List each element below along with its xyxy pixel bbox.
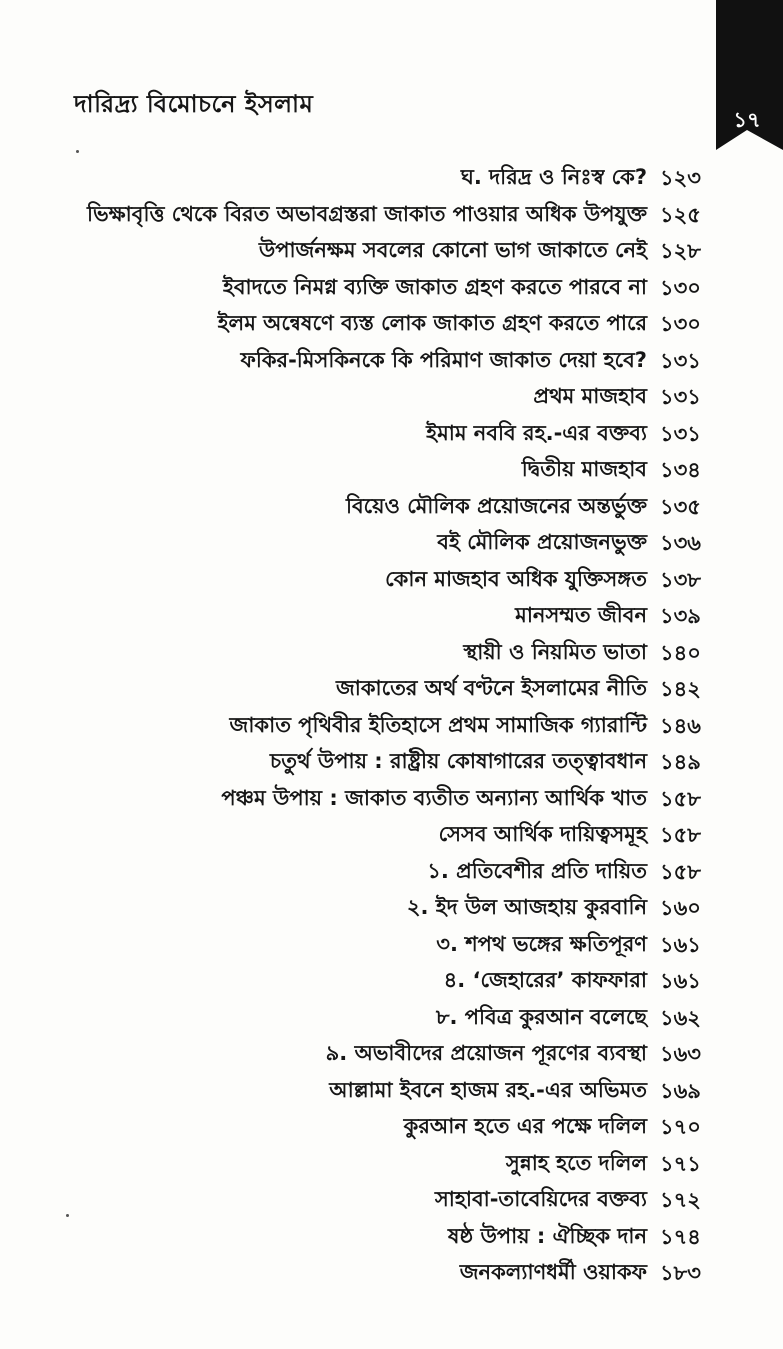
toc-entry-title: সেসব আর্থিক দায়িত্বসমূহ bbox=[438, 822, 647, 846]
toc-entry bbox=[0, 1107, 783, 1144]
toc-entry-page: ১৩৬ bbox=[660, 531, 701, 555]
toc-entry-title: বই মৌলিক প্রয়োজনভুক্ত bbox=[437, 530, 647, 554]
toc-entry-page: ১৬১ bbox=[660, 932, 701, 957]
toc-entry-page: ১৬১ bbox=[660, 969, 701, 993]
toc-entry bbox=[0, 195, 783, 232]
toc-entry-title: কুরআন হতে এর পক্ষে দলিল bbox=[403, 1114, 647, 1138]
toc-entry bbox=[0, 998, 783, 1035]
toc-entry-title: ইমাম নববি রহ.-এর বক্তব্য bbox=[426, 420, 647, 445]
toc-entry-title: স্থায়ী ও নিয়মিত ভাতা bbox=[463, 639, 647, 664]
toc-entry-title: চতুর্থ উপায় : রাষ্ট্রীয় কোষাগারের তত্ত্বাবধান bbox=[269, 749, 647, 773]
toc-entry-title: পঞ্চম উপায় : জাকাত ব্যতীত অন্যান্য আর্থিক খাত bbox=[221, 785, 647, 810]
toc-entry-page: ১৫৮ bbox=[660, 786, 701, 811]
toc-entry-page: ১৪৯ bbox=[660, 750, 701, 774]
toc-entry-title: ইবাদতে নিমগ্ন ব্যক্তি জাকাত গ্রহণ করতে পারবে না bbox=[222, 274, 647, 299]
toc-entry-title: ফকির-মিসকিনকে কি পরিমাণ জাকাত দেয়া হবে? bbox=[240, 347, 647, 372]
toc-entry bbox=[0, 779, 783, 816]
toc-entry bbox=[0, 450, 783, 487]
toc-entry bbox=[0, 925, 783, 962]
toc-entry bbox=[0, 596, 783, 633]
toc-entry-title: জাকাতের অর্থ বণ্টনে ইসলামের নীতি bbox=[335, 676, 647, 700]
toc-entry-title: ষষ্ঠ উপায় : ঐচ্ছিক দান bbox=[447, 1223, 647, 1248]
toc-entry bbox=[0, 1253, 783, 1290]
toc-entry bbox=[0, 341, 783, 378]
toc-entry-title: বিয়েও মৌলিক প্রয়োজনের অন্তর্ভুক্ত bbox=[345, 493, 647, 518]
toc-entry bbox=[0, 742, 783, 779]
table-of-contents bbox=[0, 158, 783, 1290]
toc-entry-page: ১২৩ bbox=[660, 166, 701, 190]
toc-entry-page: ১৩০ bbox=[660, 312, 701, 336]
toc-entry bbox=[0, 1144, 783, 1181]
toc-entry bbox=[0, 158, 783, 195]
toc-entry-title: ২. ইদ উল আজহায় কুরবানি bbox=[406, 895, 647, 919]
toc-entry bbox=[0, 888, 783, 925]
toc-entry-title: ৪. ‘জেহারের’ কাফফারা bbox=[443, 968, 647, 992]
paper-speck bbox=[66, 1214, 69, 1217]
toc-entry bbox=[0, 1071, 783, 1108]
page-number: ১৭ bbox=[733, 108, 761, 132]
toc-entry-title: ৮. পবিত্র কুরআন বলেছে bbox=[435, 1004, 647, 1029]
toc-entry-title: মানসম্মত জীবন bbox=[515, 603, 647, 627]
toc-entry bbox=[0, 523, 783, 560]
toc-entry-title: সাহাবা-তাবেয়িদের বক্তব্য bbox=[434, 1187, 647, 1211]
toc-entry bbox=[0, 633, 783, 670]
toc-entry-page: ১৩১ bbox=[660, 385, 701, 409]
toc-entry-page: ১৭০ bbox=[660, 1115, 701, 1139]
toc-entry bbox=[0, 487, 783, 524]
toc-entry-page: ১৭১ bbox=[660, 1151, 701, 1176]
toc-entry-page: ১৫৮ bbox=[660, 859, 701, 884]
toc-entry-page: ১৬২ bbox=[660, 1005, 701, 1030]
toc-entry-title: প্রথম মাজহাব bbox=[533, 384, 647, 408]
toc-entry-title: ১. প্রতিবেশীর প্রতি দায়িত bbox=[427, 858, 647, 883]
toc-entry bbox=[0, 1180, 783, 1217]
toc-entry bbox=[0, 852, 783, 889]
toc-entry bbox=[0, 231, 783, 268]
toc-entry bbox=[0, 268, 783, 305]
running-title: দারিদ্র্য বিমোচনে ইসলাম bbox=[74, 90, 314, 118]
toc-entry-title: আল্লামা ইবনে হাজম রহ.-এর অভিমত bbox=[329, 1077, 647, 1102]
toc-entry bbox=[0, 304, 783, 341]
toc-entry-page: ১২৫ bbox=[660, 202, 701, 227]
toc-entry-title: ভিক্ষাবৃত্তি থেকে বিরত অভাবগ্রস্তরা জাকাত পাওয়ার অধিক উপযুক্ত bbox=[87, 201, 647, 226]
toc-entry-page: ১৩৫ bbox=[660, 494, 701, 519]
toc-entry-page: ১৪২ bbox=[660, 677, 701, 701]
toc-entry bbox=[0, 815, 783, 852]
toc-entry-title: জনকল্যাণধর্মী ওয়াকফ bbox=[459, 1260, 647, 1284]
toc-entry bbox=[0, 560, 783, 597]
toc-entry-page: ১৩৯ bbox=[660, 604, 701, 628]
toc-entry-title: ৯. অভাবীদের প্রয়োজন পূরণের ব্যবস্থা bbox=[325, 1041, 647, 1065]
toc-entry-title: সুন্নাহ হতে দলিল bbox=[505, 1150, 647, 1175]
toc-entry bbox=[0, 669, 783, 706]
toc-entry-page: ১৬০ bbox=[660, 896, 701, 920]
toc-entry-page: ১৩০ bbox=[660, 275, 701, 300]
toc-entry-title: ঘ. দরিদ্র ও নিঃস্ব কে? bbox=[460, 165, 647, 189]
toc-entry-title: কোন মাজহাব অধিক যুক্তিসঙ্গত bbox=[385, 566, 647, 591]
toc-entry-title: জাকাত পৃথিবীর ইতিহাসে প্রথম সামাজিক গ্যারান্টি bbox=[229, 712, 647, 737]
toc-entry-page: ১৭২ bbox=[660, 1188, 701, 1212]
toc-entry-page: ১৭৪ bbox=[660, 1224, 701, 1249]
toc-entry-page: ১৩৮ bbox=[660, 567, 701, 592]
toc-entry-page: ১৮৩ bbox=[660, 1261, 701, 1285]
toc-entry-title: উপার্জনক্ষম সবলের কোনো ভাগ জাকাতে নেই bbox=[258, 238, 647, 262]
toc-entry bbox=[0, 377, 783, 414]
toc-entry-page: ১৪৬ bbox=[660, 713, 701, 738]
toc-entry bbox=[0, 1217, 783, 1254]
toc-entry-page: ১৩৪ bbox=[660, 458, 701, 482]
toc-entry-page: ১৬৩ bbox=[660, 1042, 701, 1066]
toc-entry bbox=[0, 706, 783, 743]
toc-entry-title: দ্বিতীয় মাজহাব bbox=[521, 457, 647, 481]
paper-speck bbox=[76, 150, 79, 153]
toc-entry-page: ১৬৯ bbox=[660, 1078, 701, 1103]
toc-entry-title: ৩. শপথ ভঙ্গের ক্ষতিপূরণ bbox=[436, 931, 647, 956]
toc-entry bbox=[0, 961, 783, 998]
toc-entry-page: ১২৮ bbox=[660, 239, 701, 263]
toc-entry bbox=[0, 414, 783, 451]
toc-entry-page: ১৪০ bbox=[660, 640, 701, 665]
toc-entry-page: ১৩১ bbox=[660, 421, 701, 446]
toc-entry bbox=[0, 1034, 783, 1071]
toc-entry-title: ইলম অন্বেষণে ব্যস্ত লোক জাকাত গ্রহণ করতে পারে bbox=[217, 311, 647, 335]
toc-entry-page: ১৩১ bbox=[660, 348, 701, 373]
toc-entry-page: ১৫৮ bbox=[660, 823, 701, 847]
